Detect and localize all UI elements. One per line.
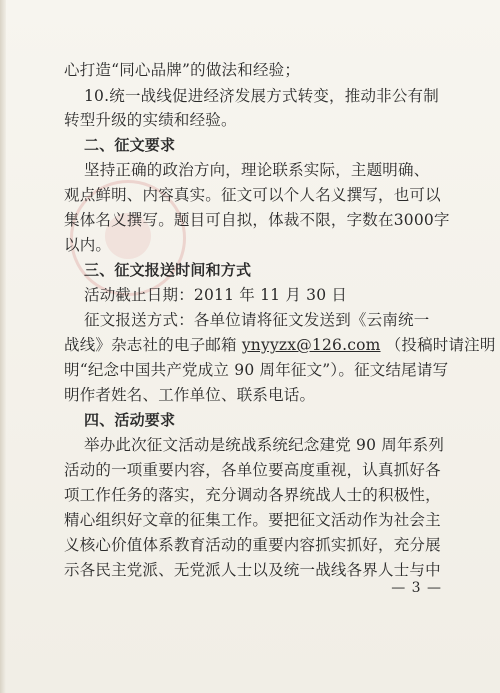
body-line-8: 以内。 [64, 236, 112, 254]
email-intro: 战线》杂志社的电子邮箱 [64, 336, 237, 354]
body-line-10: 活动截止日期：2011 年 11 月 30 日 [84, 286, 348, 304]
body-line-3: 转型升级的实绩和经验。 [64, 111, 237, 129]
body-line-20: 义核心价值体系教育活动的重要内容抓实抓好，充分展 [64, 536, 441, 554]
page-edge [0, 0, 6, 693]
body-line-12 [64, 335, 496, 355]
body-line-1: 心打造“同心品牌”的做法和经验； [64, 61, 301, 79]
body-line-2: 10.统一战线促进经济发展方式转变，推动非公有制 [84, 87, 439, 105]
body-line-13: 明“纪念中国共产党成立 90 周年征文”）。征文结尾请写 [64, 361, 449, 379]
body-line-19: 精心组织好文章的征集工作。要把征文活动作为社会主 [64, 511, 441, 529]
email-link[interactable]: ynyyzx@126.com [241, 336, 381, 354]
section-heading-4: 四、活动要求 [84, 411, 176, 429]
section-heading-3: 三、征文报送时间和方式 [84, 261, 252, 279]
body-line-7: 集体名义撰写。题目可自拟，体裁不限，字数在3000字 [64, 211, 450, 229]
body-line-5: 坚持正确的政治方向，理论联系实际，主题明确、 [84, 161, 430, 179]
body-line-6: 观点鲜明、内容真实。征文可以个人名义撰写，也可以 [64, 186, 441, 204]
body-line-14: 明作者姓名、工作单位、联系电话。 [64, 386, 316, 404]
body-line-11: 征文报送方式：各单位请将征文发送到《云南统一 [84, 311, 430, 329]
body-line-18: 项工作任务的落实，充分调动各界统战人士的积极性， [64, 486, 441, 504]
body-line-17: 活动的一项重要内容，各单位要高度重视，认真抓好各 [64, 461, 441, 479]
email-note: （投稿时请注明 [385, 336, 496, 354]
section-heading-2: 二、征文要求 [84, 136, 176, 154]
body-line-21: 示各民主党派、无党派人士以及统一战线各界人士与中 [64, 561, 441, 579]
page-number: — 3 — [391, 580, 442, 596]
body-line-16: 举办此次征文活动是统战系统纪念建党 90 周年系列 [84, 436, 445, 454]
